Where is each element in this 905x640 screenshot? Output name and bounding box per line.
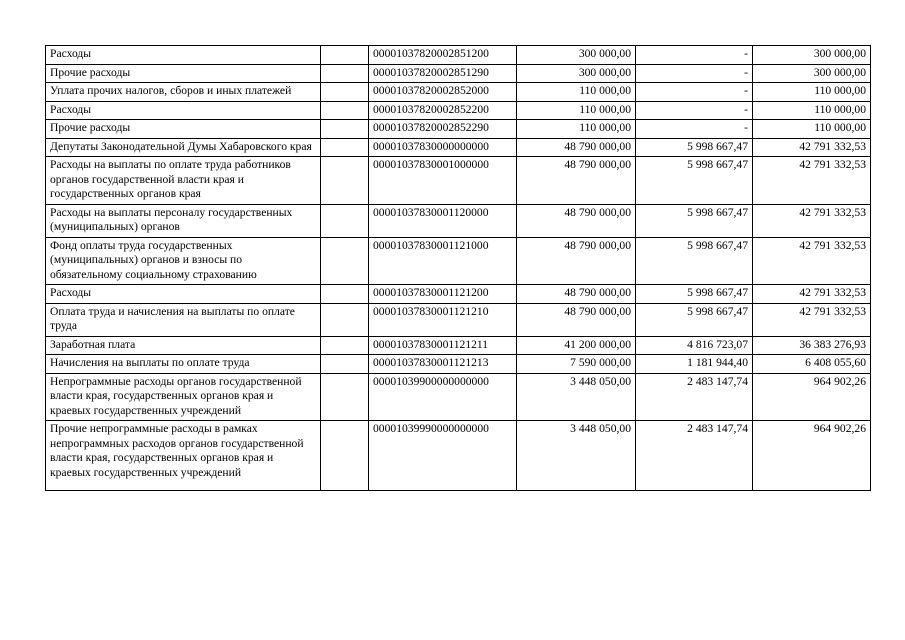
table-row [46,303,871,336]
row-executed-cell: - [636,83,753,102]
row-executed-cell: 5 998 667,47 [636,237,753,285]
row-code-cell: 00001037820002852200 [369,101,517,120]
empty-cell [321,237,369,285]
row-plan-cell: 3 448 050,00 [517,421,636,491]
row-code-cell: 00001037830001000000 [369,157,517,205]
row-code-cell: 00001039900000000000 [369,373,517,421]
row-code-cell: 00001037830001121200 [369,285,517,304]
row-plan-cell: 300 000,00 [517,46,636,65]
table-row [46,138,871,157]
row-code-cell: 00001039990000000000 [369,421,517,491]
row-name-cell: Расходы [46,285,321,304]
table-row [46,101,871,120]
row-remainder-cell: 42 791 332,53 [753,204,871,237]
row-code-cell: 00001037820002851290 [369,64,517,83]
empty-cell [321,101,369,120]
row-name-cell: Фонд оплаты труда государственных (муниципальных) органов и взносы по обязательному социальному страхованию [46,237,321,285]
row-plan-cell: 300 000,00 [517,64,636,83]
row-remainder-cell: 42 791 332,53 [753,303,871,336]
row-code-cell: 00001037830001121213 [369,355,517,374]
row-name-cell: Заработная плата [46,336,321,355]
row-plan-cell: 41 200 000,00 [517,336,636,355]
row-name-cell: Прочие расходы [46,120,321,139]
empty-cell [321,336,369,355]
table-row [46,204,871,237]
row-plan-cell: 3 448 050,00 [517,373,636,421]
row-name-cell: Расходы [46,46,321,65]
empty-cell [321,120,369,139]
table-row [46,237,871,285]
empty-cell [321,46,369,65]
empty-cell [321,138,369,157]
row-name-cell: Расходы [46,101,321,120]
row-remainder-cell: 300 000,00 [753,64,871,83]
empty-cell [321,204,369,237]
empty-cell [321,355,369,374]
row-remainder-cell: 964 902,26 [753,421,871,491]
row-plan-cell: 48 790 000,00 [517,204,636,237]
row-remainder-cell: 42 791 332,53 [753,138,871,157]
table-row [46,355,871,374]
row-name-cell: Непрограммные расходы органов государственной власти края, государственных органов края и краевых государственных учреждений [46,373,321,421]
row-code-cell: 00001037830000000000 [369,138,517,157]
row-executed-cell: 5 998 667,47 [636,138,753,157]
empty-cell [321,373,369,421]
row-plan-cell: 48 790 000,00 [517,138,636,157]
row-executed-cell: 1 181 944,40 [636,355,753,374]
table-row [46,46,871,65]
row-plan-cell: 48 790 000,00 [517,285,636,304]
row-executed-cell: 5 998 667,47 [636,157,753,205]
row-remainder-cell: 42 791 332,53 [753,285,871,304]
row-executed-cell: - [636,64,753,83]
table-row [46,64,871,83]
table-row [46,285,871,304]
row-name-cell: Начисления на выплаты по оплате труда [46,355,321,374]
table-row [46,336,871,355]
row-executed-cell: - [636,120,753,139]
table-row [46,157,871,205]
empty-cell [321,285,369,304]
row-code-cell: 00001037830001121210 [369,303,517,336]
row-executed-cell: 2 483 147,74 [636,373,753,421]
row-remainder-cell: 110 000,00 [753,83,871,102]
row-plan-cell: 110 000,00 [517,83,636,102]
row-remainder-cell: 300 000,00 [753,46,871,65]
row-executed-cell: 5 998 667,47 [636,204,753,237]
row-code-cell: 00001037830001121211 [369,336,517,355]
row-remainder-cell: 42 791 332,53 [753,237,871,285]
empty-cell [321,83,369,102]
empty-cell [321,303,369,336]
row-plan-cell: 110 000,00 [517,120,636,139]
row-name-cell: Расходы на выплаты персоналу государственных (муниципальных) органов [46,204,321,237]
row-code-cell: 00001037820002851200 [369,46,517,65]
row-remainder-cell: 110 000,00 [753,101,871,120]
row-code-cell: 00001037830001121000 [369,237,517,285]
empty-cell [321,421,369,491]
row-code-cell: 00001037830001120000 [369,204,517,237]
row-code-cell: 00001037820002852290 [369,120,517,139]
row-remainder-cell: 964 902,26 [753,373,871,421]
row-executed-cell: - [636,101,753,120]
row-plan-cell: 7 590 000,00 [517,355,636,374]
row-name-cell: Депутаты Законодательной Думы Хабаровского края [46,138,321,157]
table-row [46,120,871,139]
row-remainder-cell: 6 408 055,60 [753,355,871,374]
row-plan-cell: 48 790 000,00 [517,157,636,205]
table-body [46,46,871,491]
row-name-cell: Уплата прочих налогов, сборов и иных платежей [46,83,321,102]
row-name-cell: Оплата труда и начисления на выплаты по оплате труда [46,303,321,336]
row-plan-cell: 48 790 000,00 [517,303,636,336]
row-executed-cell: 2 483 147,74 [636,421,753,491]
table-row [46,421,871,491]
budget-table [45,45,871,491]
empty-cell [321,64,369,83]
row-remainder-cell: 36 383 276,93 [753,336,871,355]
row-executed-cell: - [636,46,753,65]
row-plan-cell: 48 790 000,00 [517,237,636,285]
empty-cell [321,157,369,205]
row-executed-cell: 4 816 723,07 [636,336,753,355]
table-row [46,373,871,421]
row-executed-cell: 5 998 667,47 [636,303,753,336]
table-row [46,83,871,102]
row-name-cell: Прочие непрограммные расходы в рамках непрограммных расходов органов государственной власти края, государственных органов края и краевых государственных учреждений [46,421,321,491]
row-executed-cell: 5 998 667,47 [636,285,753,304]
row-remainder-cell: 42 791 332,53 [753,157,871,205]
row-remainder-cell: 110 000,00 [753,120,871,139]
row-plan-cell: 110 000,00 [517,101,636,120]
row-code-cell: 00001037820002852000 [369,83,517,102]
row-name-cell: Расходы на выплаты по оплате труда работников органов государственной власти края и государственных органов края [46,157,321,205]
row-name-cell: Прочие расходы [46,64,321,83]
